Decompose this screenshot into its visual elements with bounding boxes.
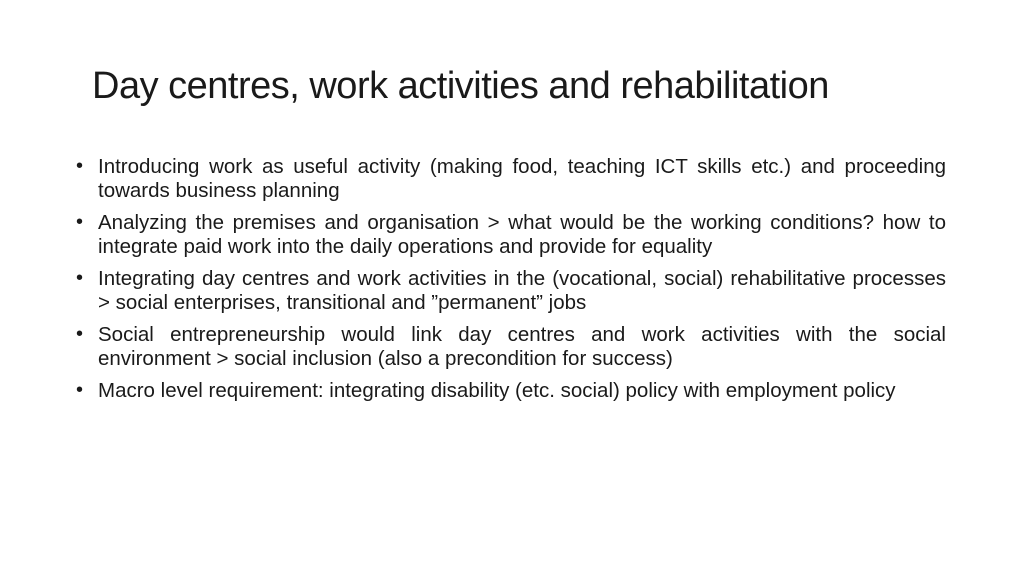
bullet-item-integrating-rehabilitation [74, 267, 946, 314]
bullet-text: Social entrepreneurship would link day centres and work activities with the social environment > social inclusion (also a precondition for success) [98, 323, 946, 370]
bullet-item-premises-analysis [74, 211, 946, 258]
bullet-icon: • [76, 379, 84, 401]
bullet-icon: • [76, 211, 84, 233]
bullet-text: Introducing work as useful activity (making food, teaching ICT skills etc.) and proceeding towards business planning [98, 155, 946, 202]
bullet-icon: • [76, 155, 84, 177]
bullet-icon: • [76, 323, 84, 345]
bullet-item-social-entrepreneurship [74, 323, 946, 370]
slide-title: Day centres, work activities and rehabilitation [92, 65, 829, 107]
bullet-text: Analyzing the premises and organisation > what would be the working conditions? how to integrate paid work into the daily operations and provide for equality [98, 211, 946, 258]
bullet-item-work-as-activity [74, 155, 946, 202]
bullet-text: Integrating day centres and work activities in the (vocational, social) rehabilitative processes > social enterprises, transitional and ”permanent” jobs [98, 267, 946, 314]
bullet-list [74, 155, 946, 412]
bullet-item-macro-level [74, 379, 946, 403]
bullet-text: Macro level requirement: integrating disability (etc. social) policy with employment policy [98, 379, 896, 402]
bullet-icon: • [76, 267, 84, 289]
